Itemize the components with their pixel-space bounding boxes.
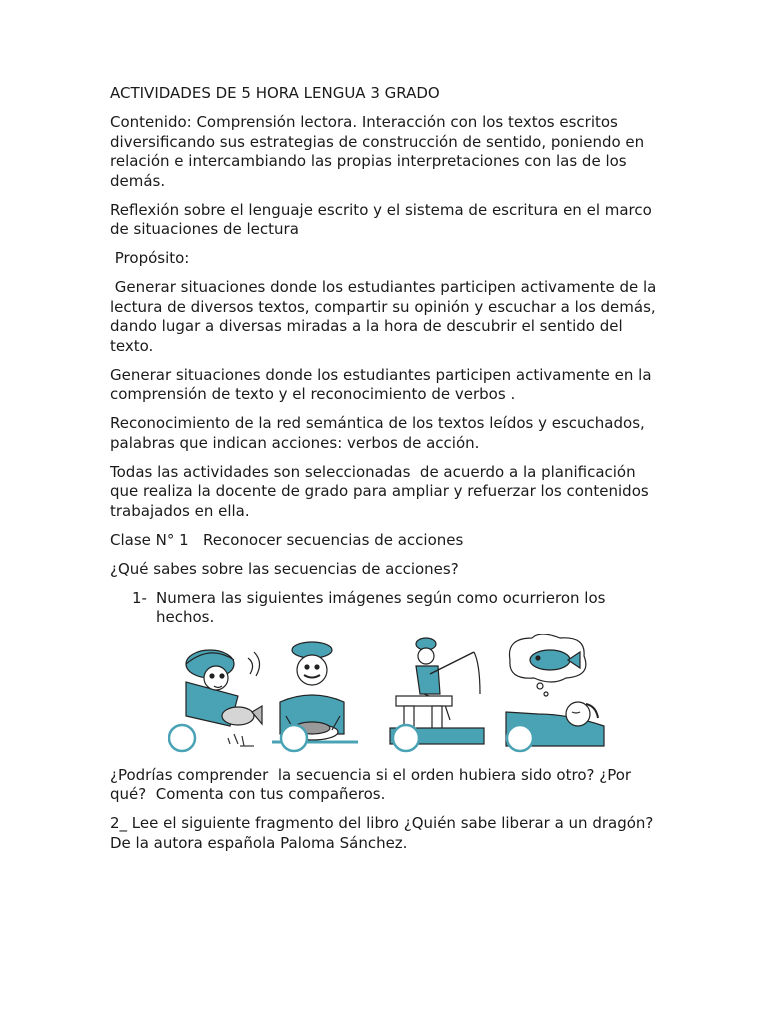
- number-circle-4[interactable]: [507, 725, 533, 751]
- contenido-paragraph: Contenido: Comprensión lectora. Interacción con los textos escritos diversificando sus estrategias de construcción de sentido, poniendo en relación e intercambiando las propias interpretaciones con las de los demás.: [110, 113, 645, 190]
- actividades-paragraph: Todas las actividades son seleccionadas de acuerdo a la planificación que realiza la docente de grado para ampliar y refuerzar los contenidos trabajados en ella.: [110, 462, 654, 520]
- number-circle-3[interactable]: [393, 725, 419, 751]
- number-circle-1[interactable]: [169, 725, 195, 751]
- illustration-man-eating-fish: [272, 642, 358, 742]
- number-circle-2[interactable]: [281, 725, 307, 751]
- document-body: [110, 84, 660, 863]
- proposito-paragraph-2: Generar situaciones donde los estudiantes participen activamente en la comprensión de texto y el reconocimiento de verbos .: [110, 365, 652, 403]
- reconocimiento-paragraph: Reconocimiento de la red semántica de los textos leídos y escuchados, palabras que indican acciones: verbos de acción.: [110, 414, 645, 452]
- sequence-illustrations: [168, 634, 618, 754]
- question-sequences: ¿Qué sabes sobre las secuencias de acciones?: [110, 559, 459, 578]
- illustration-fisherman-catching-fish: [186, 650, 262, 746]
- question-order: ¿Podrías comprender la secuencia si el orden hubiera sido otro? ¿Por qué? Comenta con tus compañeros.: [110, 765, 636, 803]
- clase-heading: Clase N° 1 Reconocer secuencias de acciones: [110, 530, 464, 549]
- list-item-text: Numera las siguientes imágenes según como ocurrieron los hechos.: [156, 588, 606, 626]
- document-title: ACTIVIDADES DE 5 HORA LENGUA 3 GRADO: [110, 84, 440, 102]
- list-number: 1-: [132, 588, 147, 607]
- reflexion-paragraph: Reflexión sobre el lenguaje escrito y el sistema de escritura en el marco de situaciones de lectura: [110, 200, 652, 238]
- proposito-paragraph-1: Generar situaciones donde los estudiantes participen activamente de la lectura de diversos textos, compartir su opinión y escuchar a los demás, dando lugar a diversas miradas a la hora de descubrir el sentido del texto.: [110, 278, 662, 355]
- list-item-1: [132, 589, 660, 628]
- instruction-read-fragment: 2_ Lee el siguiente fragmento del libro ¿Quién sabe liberar a un dragón? De la autora española Paloma Sánchez.: [110, 814, 654, 852]
- proposito-heading: Propósito:: [110, 249, 190, 267]
